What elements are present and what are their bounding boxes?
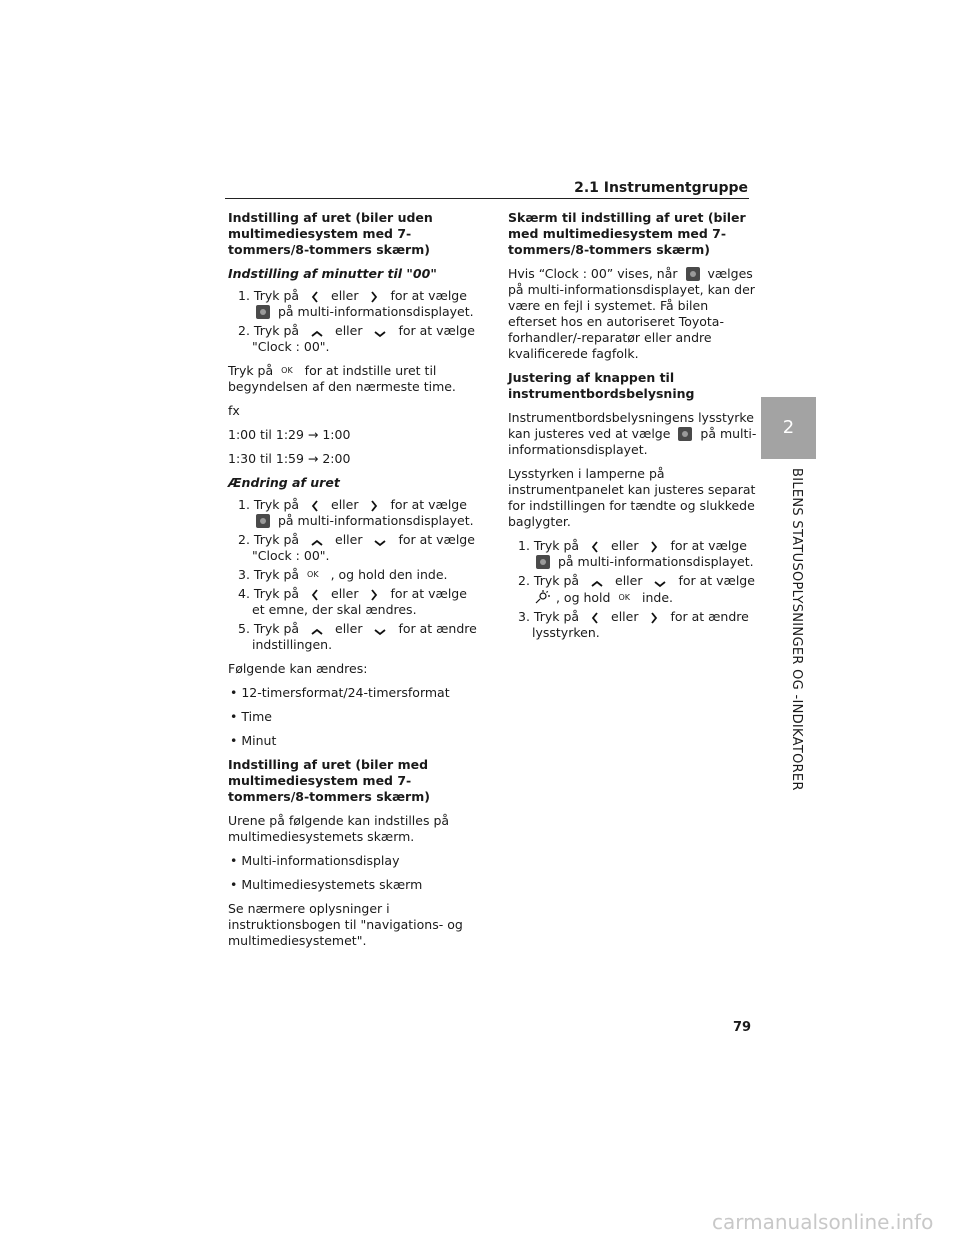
ok-icon: OK [618, 593, 630, 602]
changes-intro: Følgende kan ændres: [228, 661, 368, 676]
gear-icon [686, 267, 700, 281]
brightness-icon [534, 589, 550, 605]
clocks-intro: Urene på følgende kan indstilles på multimediesystemets skærm. [228, 813, 450, 844]
list-item: • Multimediesystemets skærm [230, 877, 423, 892]
reference-paragraph: Se nærmere oplysninger i instruktionsbogen til "navigations- og multimediesystemet". [228, 901, 463, 948]
chevron-left-icon [311, 500, 319, 512]
chevron-left-icon [591, 541, 599, 553]
step-r-2: 2. Tryk på eller for at vælge , og hold OK inde. [518, 573, 755, 605]
page-number: 79 [733, 1020, 752, 1035]
step-2-3: 3. Tryk på OK , og hold den inde. [238, 567, 448, 582]
heading-clock-with-multimedia: Indstilling af uret (biler med multimediesystem med 7-tommers/8-tommers skærm) [228, 757, 430, 804]
chevron-left-icon [311, 589, 319, 601]
ok-instruction: Tryk på OK for at indstille uret til begyndelsen af den nærmeste time. [228, 363, 456, 394]
step-1-2: 2. Tryk på eller for at vælge "Clock : 00". [238, 323, 475, 354]
chevron-right-icon [370, 291, 378, 303]
subheading-minutes-00: Indstilling af minutter til "00" [228, 266, 437, 281]
section-header-title: 2.1 Instrumentgruppe [574, 180, 748, 196]
chapter-title-vertical: BILENS STATUSOPLYSNINGER OG -INDIKATORER [789, 468, 804, 791]
chevron-right-icon [650, 612, 658, 624]
watermark: carmanualsonline.info [712, 1210, 934, 1234]
header-divider [225, 198, 749, 199]
subheading-change-clock: Ændring af uret [228, 475, 340, 490]
list-item: • Multi-informationsdisplay [230, 853, 400, 868]
step-r-3: 3. Tryk på eller for at ændre lysstyrken. [518, 609, 749, 640]
step-2-4: 4. Tryk på eller for at vælge et emne, der skal ændres. [238, 586, 467, 617]
left-column [228, 210, 480, 957]
right-column [508, 210, 760, 644]
step-2-2: 2. Tryk på eller for at vælge "Clock : 00". [238, 532, 475, 563]
ok-icon: OK [281, 366, 293, 375]
list-item: • Time [230, 709, 272, 724]
example-2: 1:30 til 1:59 → 2:00 [228, 451, 351, 466]
chevron-up-icon [311, 539, 323, 547]
heading-dashboard-light: Justering af knappen til instrumentbordsbelysning [508, 370, 695, 401]
gear-icon [256, 305, 270, 319]
chapter-tab: 2 [761, 397, 816, 459]
chevron-down-icon [374, 330, 386, 338]
list-item: • 12-timersformat/24-timersformat [230, 685, 450, 700]
example-1: 1:00 til 1:29 → 1:00 [228, 427, 351, 442]
lamp-paragraph: Lysstyrken i lamperne på instrumentpanelet kan justeres separat for indstillingen for tændte og slukkede baglygter. [508, 466, 756, 529]
step-r-1: 1. Tryk på eller for at vælge på multi-informationsdisplayet. [518, 538, 754, 569]
brightness-paragraph: Instrumentbordsbelysningens lysstyrke kan justeres ved at vælge på multi-informationsdisplayet. [508, 410, 757, 457]
example-label: fx [228, 403, 240, 418]
chevron-down-icon [374, 628, 386, 636]
ok-icon: OK [307, 570, 319, 579]
chevron-up-icon [311, 330, 323, 338]
chevron-right-icon [370, 500, 378, 512]
chevron-left-icon [311, 291, 319, 303]
gear-icon [256, 514, 270, 528]
chevron-down-icon [374, 539, 386, 547]
step-2-1: 1. Tryk på eller for at vælge på multi-informationsdisplayet. [238, 497, 474, 528]
step-1-1: 1. Tryk på eller for at vælge på multi-informationsdisplayet. [238, 288, 474, 319]
chevron-right-icon [650, 541, 658, 553]
heading-clock-screen: Skærm til indstilling af uret (biler med multimediesystem med 7-tommers/8-tommers skærm) [508, 210, 746, 257]
heading-clock-without-multimedia: Indstilling af uret (biler uden multimediesystem med 7-tommers/8-tommers skærm) [228, 210, 433, 257]
clock-error-paragraph: Hvis “Clock : 00” vises, når vælges på multi-informationsdisplayet, kan der være en fejl i systemet. Få bilen efterset hos en autoriseret Toyota-forhandler/-reparatør eller andre kvalificerede fagfolk. [508, 266, 755, 361]
gear-icon [678, 427, 692, 441]
chevron-up-icon [591, 580, 603, 588]
chevron-down-icon [654, 580, 666, 588]
chevron-up-icon [311, 628, 323, 636]
chevron-left-icon [591, 612, 599, 624]
list-item: • Minut [230, 733, 277, 748]
gear-icon [536, 555, 550, 569]
step-2-5: 5. Tryk på eller for at ændre indstillingen. [238, 621, 477, 652]
chevron-right-icon [370, 589, 378, 601]
